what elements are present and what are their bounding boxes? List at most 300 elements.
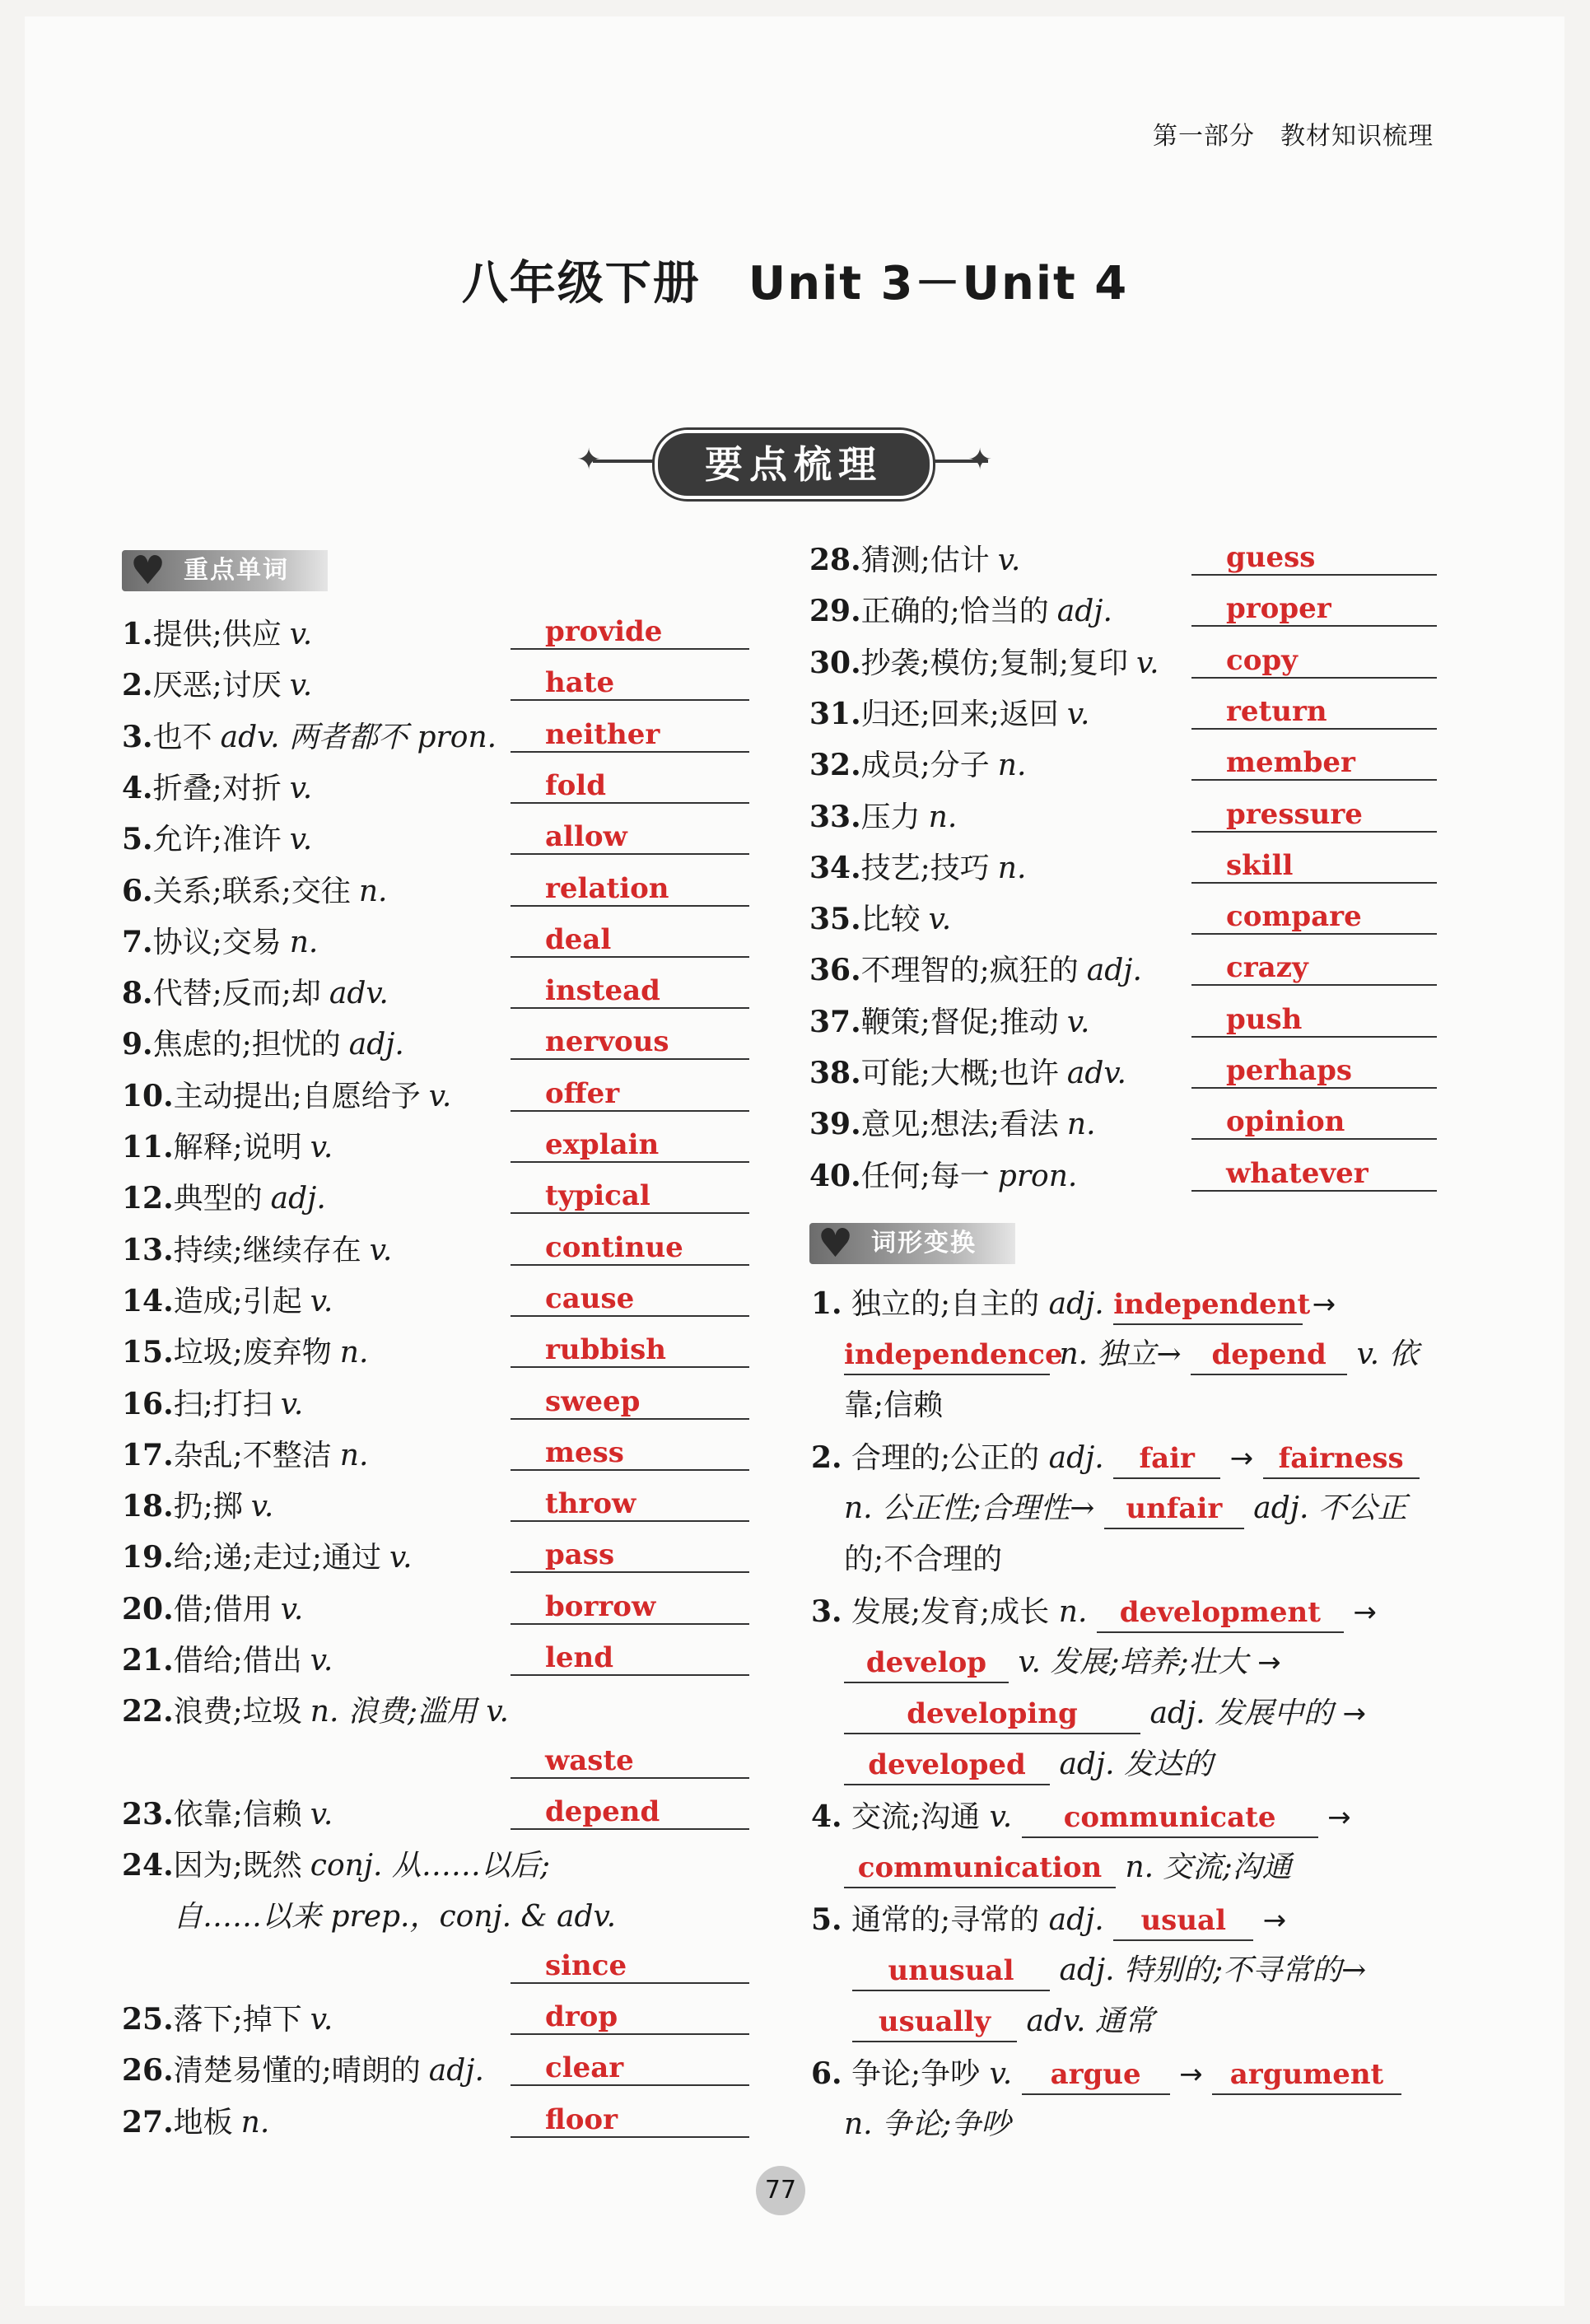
item-chinese: 协议;交易 [152,925,282,959]
wordform-item [811,1796,1351,1838]
wordform-item [811,1591,1377,1633]
arrow-icon: → [1312,1288,1336,1321]
vocab-item [809,1104,1096,1146]
answer-blank[interactable]: fairness [1263,1440,1420,1479]
item-pos: v. [369,1233,393,1267]
vocab-item [122,922,318,964]
item-number: 18. [122,1489,174,1524]
item-number: 16. [122,1386,174,1421]
vocab-item [122,614,312,656]
vocab-item [122,1999,333,2041]
answer-blank[interactable]: developed [844,1746,1050,1785]
wordform-item-line [844,1488,1407,1529]
answer-text: floor [545,2102,618,2136]
item-pos: v. [280,1387,304,1421]
item-pos: conj. 从……以后; [310,1849,550,1883]
vocab-item [809,1052,1126,1094]
answer-blank[interactable] [511,915,749,958]
item-pos: v. [310,2003,333,2037]
answer-blank[interactable]: fair [1113,1440,1220,1479]
answer-blank[interactable] [511,1017,749,1060]
item-number: 4. [811,1799,842,1834]
item-pos: v. [428,1079,452,1113]
answer-text: depend [545,1794,660,1828]
answer-text: crazy [1226,951,1308,985]
item-number: 15. [122,1335,174,1370]
answer-blank[interactable] [511,1479,749,1522]
item-pos: adj. [270,1182,326,1216]
item-pos: adv. 两者都不 pron. [220,720,497,754]
item-chinese: 比较 [860,903,921,937]
arrow-icon: → [1327,1801,1351,1834]
item-pos: adj. [428,2054,484,2088]
item-chinese: 正确的;恰当的 [860,595,1049,629]
answer-blank[interactable]: unfair [1104,1490,1244,1529]
answer-text: copy [1226,643,1298,677]
answer-blank[interactable]: developing [844,1695,1140,1734]
item-pos: n. [240,2105,270,2140]
answer-blank[interactable] [511,1736,749,1779]
item-text: adv. 通常 [1026,2004,1154,2038]
item-number: 24. [122,1848,174,1883]
item-chinese: 垃圾;废弃物 [173,1336,332,1370]
answer-text: guess [1226,541,1316,574]
answer-blank[interactable] [1191,892,1437,935]
item-chinese: 落下;掉下 [173,2003,302,2037]
item-pos: v. [989,1800,1013,1834]
item-pos: adj. [1086,954,1142,988]
answer-blank[interactable] [511,2095,749,2138]
item-pos: adj. [1056,595,1112,629]
item-pos: adj. [1048,1441,1104,1475]
answer-blank[interactable] [1191,1149,1437,1192]
item-chinese: 归还;回来;返回 [860,697,1059,731]
vocab-item [122,1486,273,1528]
wordform-item-line [844,1642,1281,1683]
item-pos: n. 浪费;滥用 v. [310,1695,509,1729]
vocab-section-header [122,548,328,594]
item-number: 20. [122,1591,174,1626]
item-pos: v. [250,1490,274,1524]
item-number: 23. [122,1796,174,1832]
answer-blank[interactable] [1191,636,1437,679]
answer-text: explain [545,1128,660,1161]
answer-blank[interactable] [1191,584,1437,627]
item-text: 合理的;公正的 [851,1441,1040,1475]
item-chinese: 依靠;信赖 [173,1797,302,1832]
arrow-icon: → [1262,1904,1287,1937]
item-chinese: 抄袭;模仿;复制;复印 [860,646,1129,680]
vocab-item [122,716,497,758]
answer-blank[interactable] [511,812,749,855]
vocab-item [122,1332,368,1374]
vocab-item [122,870,388,912]
answer-blank[interactable] [511,1274,749,1317]
answer-blank[interactable]: independent [1113,1286,1303,1325]
vocab-item [122,1281,333,1323]
answer-blank[interactable] [511,1377,749,1420]
item-chinese: 借;借用 [173,1592,273,1626]
item-chinese: 解释;说明 [173,1131,302,1164]
wordform-item [811,1437,1420,1479]
item-text: n. 交流;沟通 [1125,1850,1292,1884]
item-chinese: 扔;掷 [173,1490,243,1524]
item-pos: n. [358,874,388,908]
vocab-item [122,1537,413,1579]
vocab-item [809,950,1142,992]
answer-blank[interactable] [511,1530,749,1573]
item-pos: n. [289,925,319,959]
item-pos: v. [1136,646,1159,680]
answer-blank[interactable] [511,2043,749,2086]
item-number: 39. [809,1107,861,1142]
page-title: 八年级下册 Unit 3－Unit 4 [461,257,1129,310]
answer-blank[interactable] [511,1069,749,1112]
item-chinese: 可能;大概;也许 [860,1057,1059,1090]
section-label: 词形变换 [871,1229,977,1258]
item-text: 靠;信赖 [844,1388,944,1422]
answer-blank[interactable] [1191,687,1437,730]
item-chinese: 允许;准许 [152,823,282,857]
item-pos: v. [289,771,313,805]
item-chinese: 提供;供应 [152,618,282,651]
answer-blank[interactable] [511,864,749,907]
wordform-item-line [844,1334,1419,1375]
answer-blank[interactable] [511,1428,749,1471]
answer-text: pressure [1226,797,1363,831]
wordform-item-line [844,2104,1010,2145]
arrow-icon: → [1257,1646,1281,1679]
item-chinese: 因为;既然 [173,1849,302,1883]
vocab-item [122,2050,484,2092]
vocab-item [122,1640,333,1682]
item-chinese: 借给;借出 [173,1644,302,1678]
answer-text: push [1226,1002,1303,1036]
vocab-item [122,1024,404,1066]
answer-blank[interactable] [511,1941,749,1984]
answer-blank[interactable] [511,1325,749,1368]
item-number: 32. [809,748,861,783]
item-chinese: 典型的 [173,1182,263,1216]
wordform-item [811,2053,1401,2095]
item-pos: v. [280,1592,304,1626]
item-text: 发展;发育;成长 [851,1595,1050,1629]
answer-text: member [1226,746,1355,780]
vocab-item-line [173,1897,616,1938]
answer-text: rubbish [545,1333,666,1367]
answer-blank[interactable]: depend [1191,1336,1347,1375]
answer-blank[interactable] [511,966,749,1009]
answer-blank[interactable] [1191,995,1437,1038]
answer-text: allow [545,820,627,854]
answer-text: waste [545,1743,634,1777]
page-number: 77 [756,2166,805,2215]
item-chinese: 也不 [152,720,212,754]
answer-text: fold [545,768,606,802]
item-number: 2. [122,668,153,703]
vocab-item [809,590,1112,632]
item-number: 14. [122,1283,174,1318]
item-chinese: 任何;每一 [860,1159,990,1193]
item-pos: v. [997,544,1021,577]
item-chinese: 成员;分子 [860,749,990,783]
wordform-section-header [809,1220,1015,1267]
answer-blank[interactable] [511,607,749,650]
star-icon: ✦ [576,443,602,477]
answer-text: hate [545,666,615,700]
item-text: 交流;沟通 [851,1800,981,1834]
vocab-item [122,1076,451,1118]
answer-blank[interactable]: develop [844,1644,1009,1683]
item-number: 9. [122,1027,153,1062]
answer-blank[interactable]: independence [844,1336,1050,1375]
item-text: n. 争论;争吵 [844,2107,1011,2141]
item-number: 33. [809,799,861,834]
item-text: n. 公正性;合理性→ [844,1491,1095,1525]
answer-text: opinion [1226,1105,1345,1139]
item-text: 的;不合理的 [844,1542,1003,1576]
vocab-item [122,973,389,1015]
wordform-item [811,1899,1286,1941]
running-header: 第一部分 教材知识梳理 [1153,122,1434,151]
vocab-item [809,1155,1077,1197]
item-chinese: 持续;继续存在 [173,1233,361,1267]
item-pos: adj. [1048,1287,1104,1321]
item-number: 4. [122,770,153,805]
wordform-item-line [852,2001,1154,2042]
answer-text: skill [1226,848,1294,882]
item-chinese: 意见;想法;看法 [860,1108,1059,1142]
answer-blank[interactable] [511,710,749,753]
answer-blank[interactable] [1191,1046,1437,1089]
answer-text: clear [545,2051,624,2085]
answer-blank[interactable] [511,1787,749,1830]
item-text: 通常的;寻常的 [851,1903,1040,1937]
answer-text: provide [545,615,663,648]
item-text: v. 依 [1356,1337,1419,1371]
item-pos: 自……以来 prep.，conj. & adv. [173,1899,617,1934]
item-number: 37. [809,1004,861,1039]
item-chinese: 主动提出;自愿给予 [173,1079,421,1113]
item-text: 争论;争吵 [851,2057,981,2091]
arrow-icon: → [1179,2058,1203,2091]
wordform-item-line [844,1539,1002,1580]
banner-line-left [593,460,659,463]
item-number: 1. [811,1286,842,1321]
vocab-item [122,2102,269,2144]
answer-text: perhaps [1226,1054,1352,1087]
answer-blank[interactable] [511,1171,749,1214]
item-number: 25. [122,2002,174,2037]
wordform-item-line [844,1847,1292,1888]
star-icon: ✦ [968,443,993,477]
item-chinese: 不理智的;疯狂的 [860,954,1079,988]
item-number: 11. [122,1130,174,1164]
answer-blank[interactable]: unusual [852,1952,1050,1991]
answer-text: relation [545,871,669,905]
answer-text: deal [545,922,612,956]
section-label: 重点单词 [184,556,289,585]
wordform-item-line [844,1744,1213,1785]
answer-text: return [1226,694,1327,728]
item-pos: n. [1058,1595,1088,1629]
item-number: 1. [122,617,153,651]
item-number: 5. [811,1902,842,1937]
answer-text: compare [1226,900,1362,934]
item-pos: adj. [1048,1903,1104,1937]
answer-blank[interactable]: usual [1113,1902,1253,1941]
item-text: adj. 不公正 [1253,1491,1407,1525]
item-number: 38. [809,1056,861,1090]
item-chinese: 关系;联系;交往 [152,874,351,908]
answer-text: typical [545,1179,650,1213]
answer-text: since [545,1948,627,1982]
item-text: adj. 特别的;不寻常的→ [1059,1953,1367,1987]
vocab-item [809,1001,1089,1043]
item-number: 3. [811,1594,842,1629]
answer-blank[interactable] [1191,790,1437,833]
item-number: 27. [122,2104,174,2140]
item-pos: v. [289,618,313,651]
answer-text: whatever [1226,1156,1369,1190]
answer-blank[interactable] [1191,841,1437,884]
wordform-item [811,1283,1336,1325]
item-number: 7. [122,924,153,959]
answer-text: borrow [545,1589,656,1623]
item-text: n. 独立→ [1059,1337,1182,1371]
item-pos: v. [310,1284,333,1318]
item-chinese: 压力 [860,800,921,834]
answer-blank[interactable] [511,1582,749,1625]
wordform-item-line [852,1950,1366,1991]
item-chinese: 造成;引起 [173,1284,302,1318]
vocab-item [122,1384,303,1426]
wordform-item-line [844,1693,1366,1734]
item-number: 12. [122,1181,174,1216]
arrow-icon: → [1353,1596,1377,1629]
item-text: 独立的;自主的 [851,1287,1040,1321]
answer-text: mess [545,1435,624,1469]
answer-blank[interactable]: argue [1022,2056,1170,2095]
item-number: 3. [122,719,153,754]
item-pos: v. [310,1644,333,1678]
item-pos: v. [289,823,313,857]
item-chinese: 清楚易懂的;晴朗的 [173,2054,421,2088]
vocab-item [122,768,312,810]
item-chinese: 浪费;垃圾 [173,1695,302,1729]
answer-text: neither [545,717,660,751]
item-pos: n. [928,800,958,834]
item-pos: n. [997,749,1027,783]
answer-blank[interactable] [511,761,749,804]
vocab-item [809,642,1159,684]
answer-blank[interactable]: communicate [1022,1799,1318,1838]
answer-blank[interactable]: communication [844,1849,1116,1888]
answer-text: proper [1226,592,1331,626]
arrow-icon: → [1229,1442,1254,1475]
item-number: 10. [122,1078,174,1113]
item-number: 31. [809,696,861,731]
item-pos: v. [310,1131,333,1164]
answer-blank[interactable] [1191,738,1437,781]
vocab-item [122,1845,550,1887]
answer-blank[interactable]: usually [852,2003,1017,2042]
answer-text: drop [545,2000,618,2034]
item-chinese: 地板 [173,2105,233,2140]
answer-blank[interactable] [1191,943,1437,986]
answer-blank[interactable]: argument [1212,2056,1401,2095]
answer-text: lend [545,1641,614,1674]
item-pos: adv. [329,977,389,1011]
item-number: 22. [122,1694,174,1729]
item-pos: v. [389,1541,413,1575]
item-number: 28. [809,543,861,577]
vocab-item [122,1794,333,1836]
answer-blank[interactable] [511,1633,749,1676]
vocab-item [122,1691,509,1733]
answer-blank[interactable] [1191,533,1437,576]
item-text: v. 发展;培养;壮大 [1018,1645,1248,1679]
item-pos: v. [928,903,952,937]
item-number: 13. [122,1232,174,1267]
item-number: 40. [809,1158,861,1193]
vocab-item [122,1127,333,1169]
answer-text: sweep [545,1384,641,1418]
answer-blank[interactable] [1191,1097,1437,1140]
item-number: 17. [122,1437,174,1472]
vocab-item [809,898,951,940]
vocab-item [122,665,312,707]
banner-label: 要点梳理 [655,430,933,499]
vocab-item [122,1589,303,1631]
item-number: 36. [809,953,861,988]
item-number: 26. [122,2053,174,2088]
item-number: 21. [122,1643,174,1678]
item-chinese: 猜测;估计 [860,544,990,577]
item-chinese: 给;递;走过;通过 [173,1541,382,1575]
item-chinese: 扫;打扫 [173,1387,273,1421]
answer-blank[interactable] [511,1120,749,1163]
item-number: 8. [122,976,153,1011]
answer-blank[interactable] [511,658,749,701]
arrow-icon: → [1342,1697,1366,1730]
item-chinese: 杂乱;不整洁 [173,1438,332,1472]
item-pos: n. [1066,1108,1096,1142]
answer-blank[interactable]: development [1097,1594,1344,1633]
vocab-item [122,1230,392,1272]
item-chinese: 技艺;技巧 [860,851,990,885]
item-number: 6. [122,873,153,908]
item-pos: n. [997,851,1027,885]
item-pos: n. [339,1438,369,1472]
answer-blank[interactable] [511,1223,749,1266]
answer-text: offer [545,1076,620,1110]
answer-text: throw [545,1487,636,1521]
answer-text: cause [545,1281,635,1315]
item-pos: n. [339,1336,369,1370]
item-number: 35. [809,902,861,937]
heart-icon: ♥ [130,548,166,594]
item-number: 6. [811,2056,842,2091]
answer-blank[interactable] [511,1992,749,2035]
item-pos: v. [989,2057,1013,2091]
item-number: 34. [809,850,861,885]
answer-text: instead [545,974,660,1008]
item-chinese: 折叠;对折 [152,771,282,805]
item-chinese: 焦虑的;担忧的 [152,1028,341,1062]
vocab-item [809,796,957,838]
item-number: 29. [809,594,861,629]
